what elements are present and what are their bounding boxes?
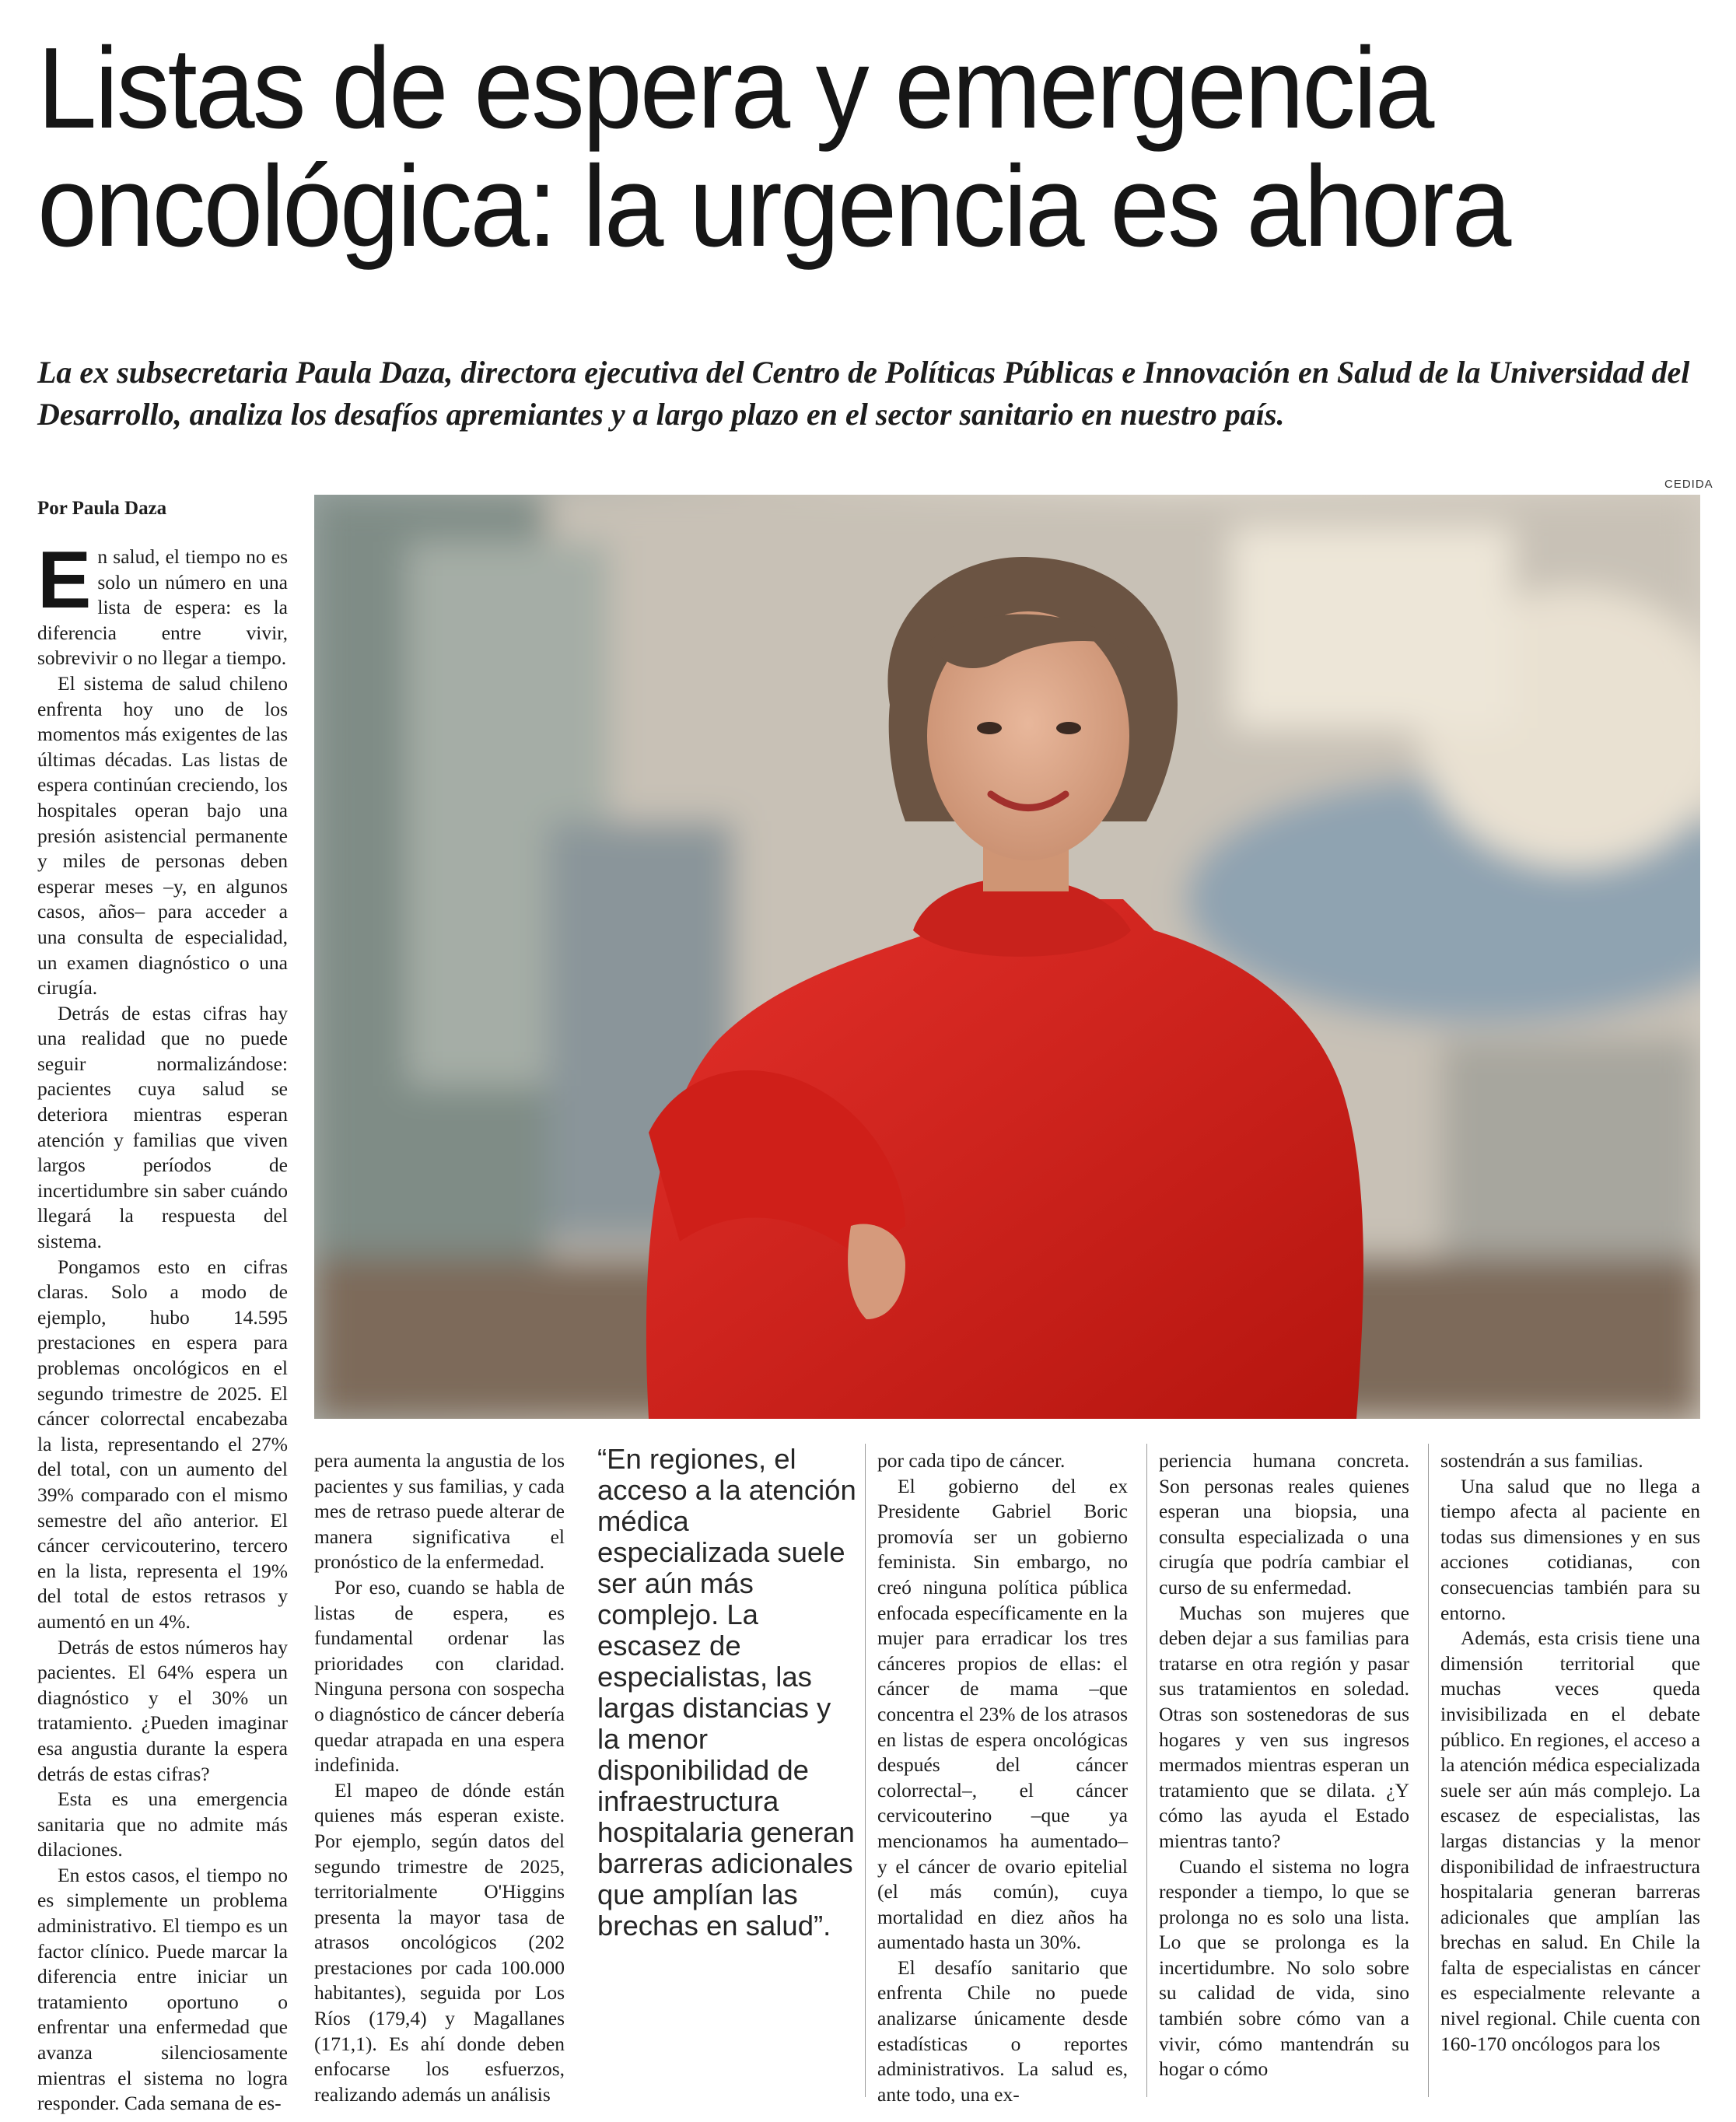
pull-quote: “En regiones, el acceso a la atención médica especializada suele ser aún más complejo. La escasez de especialistas, las largas distancias y la menor disponibilidad de infraestructura hospitalaria generan barreras adicionales que amplían las brechas en salud”. [597,1443,856,1942]
paragraph: Además, esta crisis tiene una dimensión territorial que muchas veces queda invisibilizada en el debate público. En regiones, el acceso a la atención médica especializada suele ser aún más complejo. La escasez de especialistas, las largas distancias y la menor disponibilidad de infraestructura hospitalaria generan barreras adicionales que amplían las brechas en salud. En Chile la falta de especialistas en cáncer es especialmente relevante a nivel regional. Chile cuenta con 160-170 oncólogos para los [1440,1627,1700,2055]
paragraph: Pongamos esto en cifras claras. Solo a modo de ejemplo, hubo 14.595 prestaciones en espera para problemas oncológicos en el segundo trimestre de 2025. El cáncer colorrectal encabezaba la lista, representando el 27% del total, con un aumento del 39% comparado con el mismo semestre del año anterior. El cáncer cervicouterino, tercero en la lista, representa el 19% del total de estos retrasos y aumentó en un 4%. [37,1255,288,1633]
paragraph: por cada tipo de cáncer. [877,1449,1066,1472]
headline: Listas de espera y emergencia oncológica: la urgencia es ahora [37,24,1510,271]
paragraph: pera aumenta la angustia de los pacientes y sus familias, y cada mes de retraso puede alterar de manera significativa el pronóstico de la enfermedad. [314,1449,565,1574]
article-column-2 [314,1448,565,2107]
portrait-illustration [314,495,1700,1419]
paragraph: Una salud que no llega a tiempo afecta al paciente en todas sus dimensiones y en sus acciones cotidianas, con consecuencias también para su entorno. [1440,1474,1700,1624]
paragraph: Por eso, cuando se habla de listas de espera, es fundamental ordenar las prioridades con claridad. Ninguna persona con sospecha o diagnóstico de cáncer debería quedar atrapada en una espera indefinida. [314,1575,565,1777]
paragraph: El desafío sanitario que enfrenta Chile no puede analizarse únicamente desde estadísticas o reportes administrativos. La salud es, ante todo, una ex- [877,1956,1128,2106]
paragraph: Esta es una emergencia sanitaria que no admite más dilaciones. [37,1788,288,1861]
article-column-5 [1159,1448,1409,2082]
paragraph: Muchas son mujeres que deben dejar a sus familias para tratarse en otra región y pasar sus tratamientos en soledad. Otras son sostenedoras de sus hogares y ven sus ingresos mermados mientras esperan un tratamiento que se dilata. ¿Y cómo las ayuda el Estado mientras tanto? [1159,1601,1409,1852]
portrait-photo [314,495,1700,1419]
paragraph: Detrás de estas cifras hay una realidad que no puede seguir normalizándose: pacientes cuya salud se deteriora mientras esperan atención y familias que viven largos períodos de incertidumbre sin saber cuándo llegará la respuesta del sistema. [37,1001,288,1253]
paragraph: Detrás de estos números hay pacientes. El 64% espera un diagnóstico y el 30% un tratamiento. ¿Pueden imaginar esa angustia durante la espera detrás de estas cifras? [37,1635,288,1785]
article-column-4 [877,1448,1128,2107]
paragraph: Cuando el sistema no logra responder a tiempo, lo que se prolonga no es solo una lista. Lo que se prolonga es la incertidumbre. No solo sobre su calidad de vida, sino también sobre cómo van a vivir, cómo mantendrán su hogar o cómo [1159,1854,1409,2081]
paragraph: n salud, el tiempo no es solo un número en una lista de espera: es la diferencia entre vivir, sobrevivir o no llegar a tiempo. [37,545,288,670]
paragraph: sostendrán a sus familias. [1440,1449,1643,1472]
column-rule [865,1444,866,2097]
paragraph: El mapeo de dónde están quienes más esperan existe. Por ejemplo, según datos del segundo trimestre de 2025, territorialmente O'Higgins presenta la mayor tasa de atrasos oncológicos (202 prestaciones por cada 100.000 habitantes), seguida por Los Ríos (179,4) y Magallanes (171,1). Es ahí donde deben enfocarse los esfuerzos, realizando además un análisis [314,1778,565,2106]
photo-credit: CEDIDA [1664,478,1713,491]
byline: Por Paula Daza [37,498,167,519]
column-rule [1428,1444,1429,2097]
article-column-6 [1440,1448,1700,2057]
column-rule [1146,1444,1147,2097]
paragraph: En estos casos, el tiempo no es simplemente un problema administrativo. El tiempo es un factor clínico. Puede marcar la diferencia entre iniciar un tratamiento oportuno o enfrentar una enfermedad que avanza silenciosamente mientras el sistema no logra responder. Cada semana de es- [37,1863,288,2115]
deck: La ex subsecretaria Paula Daza, directora ejecutiva del Centro de Políticas Públicas e Innovación en Salud de la Universidad del Desarrollo, analiza los desafíos apremiantes y a largo plazo en el sector sanitario en nuestro país. [37,355,1690,432]
article-column-1 [37,535,288,2117]
paragraph: El gobierno del ex Presidente Gabriel Boric promovía ser un gobierno feminista. Sin embargo, no creó ninguna política pública enfocada específicamente en la mujer para erradicar los tres cánceres propios de ellas: el cáncer de mama –que concentra el 23% de los atrasos en listas de espera oncológicas después del cáncer colorrectal–, el cáncer cervicouterino –que ya mencionamos ha aumentado– y el cáncer de ovario epitelial (el más común), cuya mortalidad en diez años ha aumentado hasta un 30%. [877,1474,1128,1954]
paragraph: El sistema de salud chileno enfrenta hoy uno de los momentos más exigentes de las últimas décadas. Las listas de espera continúan creciendo, los hospitales operan bajo una presión asistencial permanente y miles de personas deben esperar meses –y, en algunos casos, años– para acceder a una consulta de especialidad, un examen diagnóstico o una cirugía. [37,671,288,1000]
drop-cap: E [37,535,92,625]
paragraph: periencia humana concreta. Son personas reales quienes esperan una biopsia, una consulta especializada o una cirugía que podría cambiar el curso de su enfermedad. [1159,1449,1409,1599]
